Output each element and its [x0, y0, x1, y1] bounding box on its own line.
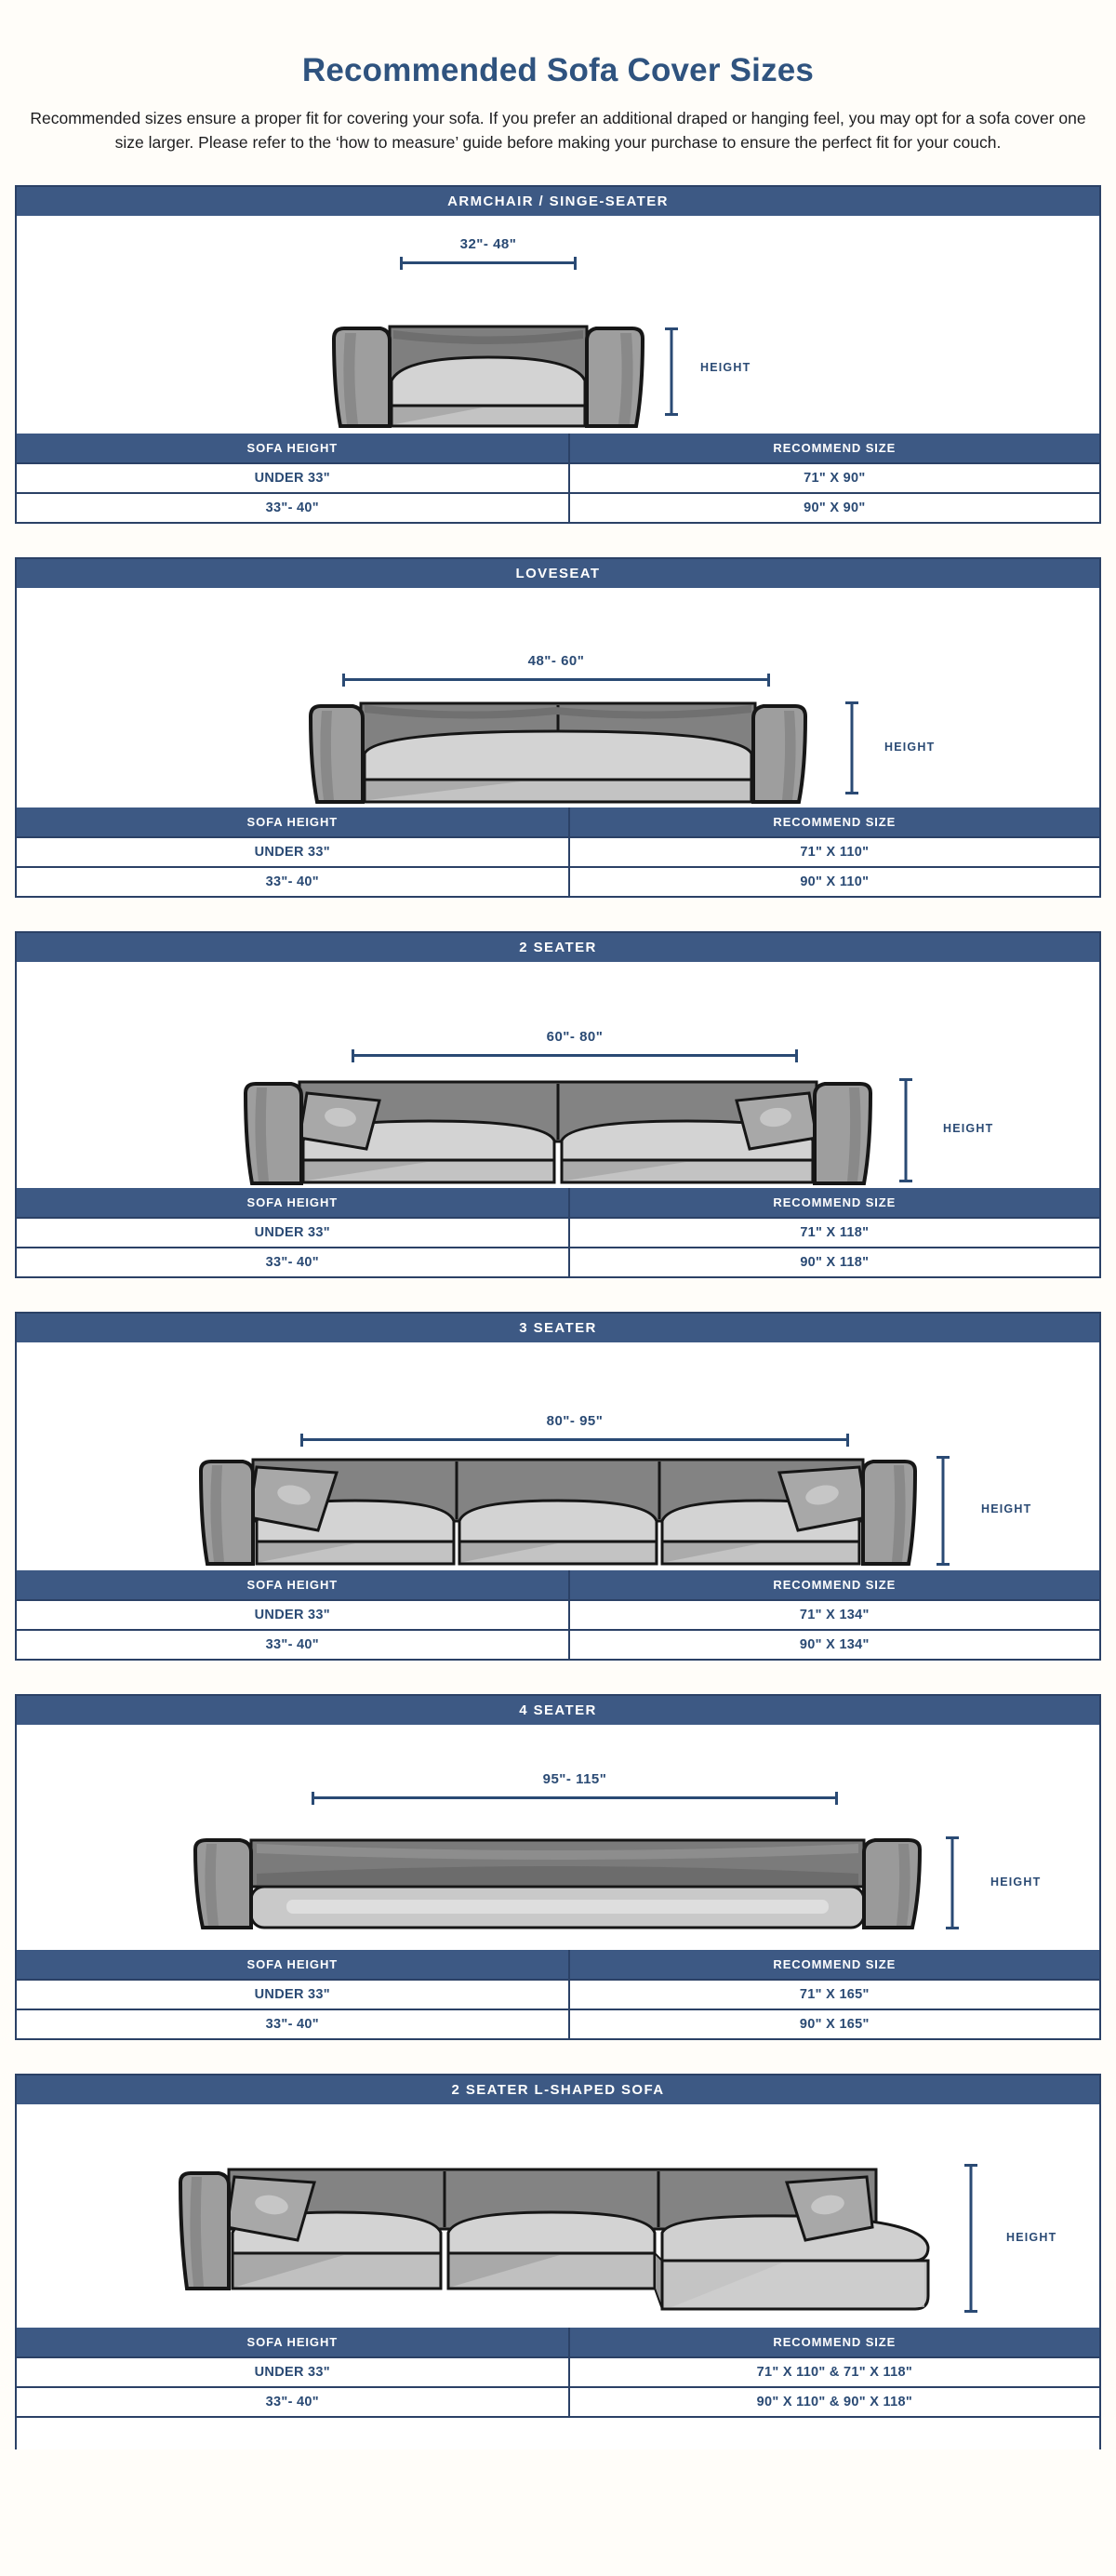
col-sofa-height: SOFA HEIGHT: [17, 1950, 569, 1980]
loveseat-diagram: [17, 588, 1099, 808]
width-dimension: [300, 1413, 849, 1447]
2-seater-illustration: [242, 1078, 874, 1185]
section-header: [17, 2075, 1099, 2104]
cell-sofa-height: UNDER 33": [17, 1600, 569, 1630]
size-table: [17, 1188, 1099, 1276]
section-armchair: [15, 185, 1101, 524]
3-seater-diagram: [17, 1342, 1099, 1570]
cell-sofa-height: 33"- 40": [17, 1248, 569, 1276]
col-recommend-size: RECOMMEND SIZE: [569, 1188, 1099, 1218]
l-shaped-illustration: [177, 2168, 934, 2312]
table-header-row: [17, 808, 1099, 837]
4-seater-illustration: [192, 1836, 923, 1929]
dimension-line: [342, 674, 770, 687]
width-dimension: [352, 1029, 798, 1062]
cell-recommend-size: 90" X 110": [569, 867, 1099, 896]
cell-recommend-size: 90" X 90": [569, 493, 1099, 522]
height-dimension-line: [964, 2164, 977, 2313]
height-dimension-line: [937, 1456, 950, 1566]
partial-next-section: [15, 2418, 1101, 2449]
cell-sofa-height: 33"- 40": [17, 867, 569, 896]
table-row: [17, 2387, 1099, 2416]
col-recommend-size: RECOMMEND SIZE: [569, 808, 1099, 837]
width-dimension: [342, 653, 770, 687]
table-header-row: [17, 1188, 1099, 1218]
dimension-line: [400, 257, 577, 270]
col-sofa-height: SOFA HEIGHT: [17, 1570, 569, 1600]
table-row: [17, 837, 1099, 867]
section-loveseat: [15, 557, 1101, 898]
cell-recommend-size: 90" X 165": [569, 2009, 1099, 2038]
loveseat-illustration: [307, 700, 809, 804]
dimension-line: [312, 1792, 838, 1805]
height-label: HEIGHT: [1006, 2230, 1057, 2244]
2-seater-diagram: [17, 962, 1099, 1188]
table-row: [17, 1600, 1099, 1630]
size-table: [17, 1950, 1099, 2038]
height-dimension-line: [845, 701, 858, 794]
col-recommend-size: RECOMMEND SIZE: [569, 434, 1099, 463]
cell-recommend-size: 71" X 134": [569, 1600, 1099, 1630]
width-range-label: 60"- 80": [546, 1028, 604, 1045]
width-range-label: 48"- 60": [527, 652, 585, 669]
height-label: HEIGHT: [700, 360, 751, 374]
width-range-label: 95"- 115": [542, 1770, 607, 1787]
width-range-label: 80"- 95": [546, 1412, 604, 1429]
table-row: [17, 2009, 1099, 2038]
cell-sofa-height: UNDER 33": [17, 1218, 569, 1248]
width-dimension: [312, 1771, 838, 1805]
cell-sofa-height: UNDER 33": [17, 463, 569, 493]
intro-paragraph: Recommended sizes ensure a proper fit for covering your sofa. If you prefer an additional draped or hanging feel, you may opt for a sofa cover one size larger. Please refer to the ‘how to measure’ guide before making your purchase to ensure the perfect fit for your couch.: [30, 109, 1086, 153]
4-seater-diagram: [17, 1725, 1099, 1950]
section-l-shaped: [15, 2074, 1101, 2418]
cell-sofa-height: 33"- 40": [17, 493, 569, 522]
col-sofa-height: SOFA HEIGHT: [17, 434, 569, 463]
height-label: HEIGHT: [981, 1502, 1032, 1515]
armchair-diagram: [17, 216, 1099, 434]
section-header: [17, 1314, 1099, 1342]
cell-sofa-height: UNDER 33": [17, 2357, 569, 2387]
col-recommend-size: RECOMMEND SIZE: [569, 1570, 1099, 1600]
table-row: [17, 867, 1099, 896]
table-row: [17, 2357, 1099, 2387]
table-header-row: [17, 1570, 1099, 1600]
cell-recommend-size: 90" X 134": [569, 1630, 1099, 1659]
page-title: Recommended Sofa Cover Sizes: [301, 52, 815, 88]
height-label: HEIGHT: [943, 1121, 994, 1135]
size-table: [17, 2328, 1099, 2416]
section-3-seater: [15, 1312, 1101, 1661]
table-header-row: [17, 434, 1099, 463]
section-4-seater: [15, 1694, 1101, 2040]
cell-sofa-height: 33"- 40": [17, 2009, 569, 2038]
table-row: [17, 1248, 1099, 1276]
height-dimension-line: [899, 1078, 912, 1182]
cell-recommend-size: 90" X 110" & 90" X 118": [569, 2387, 1099, 2416]
cell-sofa-height: 33"- 40": [17, 2387, 569, 2416]
height-dimension-line: [946, 1836, 959, 1929]
cell-recommend-size: 71" X 110" & 71" X 118": [569, 2357, 1099, 2387]
section-header: [17, 187, 1099, 216]
size-table: [17, 808, 1099, 896]
cell-sofa-height: UNDER 33": [17, 837, 569, 867]
table-row: [17, 1630, 1099, 1659]
size-table: [17, 434, 1099, 522]
section-title: 2 SEATER: [519, 939, 597, 955]
dimension-line: [300, 1434, 849, 1447]
table-row: [17, 1980, 1099, 2009]
section-title: ARMCHAIR / SINGE-SEATER: [447, 193, 669, 209]
col-sofa-height: SOFA HEIGHT: [17, 2328, 569, 2357]
col-sofa-height: SOFA HEIGHT: [17, 808, 569, 837]
section-2-seater: [15, 931, 1101, 1278]
section-title: 4 SEATER: [519, 1702, 597, 1718]
section-header: [17, 933, 1099, 962]
cell-recommend-size: 71" X 90": [569, 463, 1099, 493]
col-recommend-size: RECOMMEND SIZE: [569, 2328, 1099, 2357]
table-row: [17, 1218, 1099, 1248]
l-shaped-diagram: [17, 2104, 1099, 2328]
size-table: [17, 1570, 1099, 1659]
dimension-line: [352, 1049, 798, 1062]
section-header: [17, 559, 1099, 588]
height-dimension-line: [665, 327, 678, 416]
cell-recommend-size: 90" X 118": [569, 1248, 1099, 1276]
cell-sofa-height: 33"- 40": [17, 1630, 569, 1659]
height-label: HEIGHT: [884, 740, 936, 754]
cell-sofa-height: UNDER 33": [17, 1980, 569, 2009]
width-dimension: [400, 236, 577, 270]
col-sofa-height: SOFA HEIGHT: [17, 1188, 569, 1218]
table-header-row: [17, 1950, 1099, 1980]
section-header: [17, 1696, 1099, 1725]
cell-recommend-size: 71" X 118": [569, 1218, 1099, 1248]
section-title: LOVESEAT: [515, 565, 601, 581]
armchair-illustration: [330, 324, 646, 428]
col-recommend-size: RECOMMEND SIZE: [569, 1950, 1099, 1980]
section-title: 2 SEATER L-SHAPED SOFA: [451, 2081, 665, 2098]
3-seater-illustration: [197, 1456, 919, 1566]
cell-recommend-size: 71" X 110": [569, 837, 1099, 867]
height-label: HEIGHT: [990, 1875, 1042, 1889]
cell-recommend-size: 71" X 165": [569, 1980, 1099, 2009]
width-range-label: 32"- 48": [459, 235, 517, 252]
section-title: 3 SEATER: [519, 1319, 597, 1336]
table-row: [17, 463, 1099, 493]
table-header-row: [17, 2328, 1099, 2357]
table-row: [17, 493, 1099, 522]
